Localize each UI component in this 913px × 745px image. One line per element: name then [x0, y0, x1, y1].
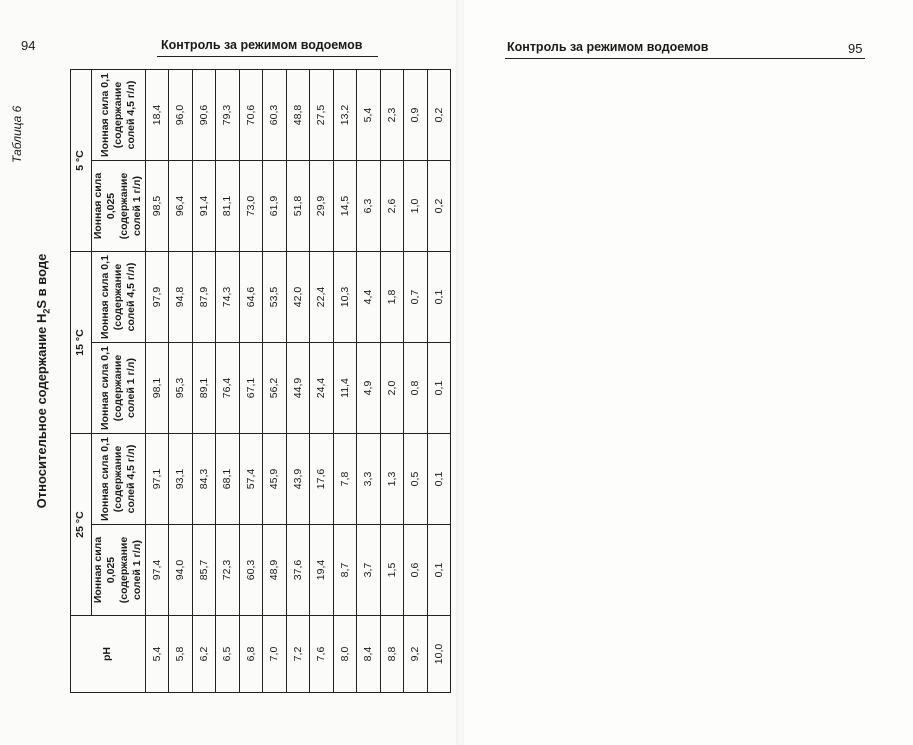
value-cell: 48,8 — [286, 70, 310, 161]
value-cell: 0,1 — [427, 343, 451, 434]
table-row — [216, 70, 240, 693]
caption-subscript: 2 — [41, 308, 52, 314]
value-cell: 91,4 — [192, 161, 216, 252]
subheader-cell: Ионная сила 0,1 (содержание солей 1 г/л) — [92, 343, 146, 434]
value-cell: 42,0 — [286, 252, 310, 343]
value-cell: 61,9 — [263, 161, 287, 252]
value-cell: 44,9 — [286, 343, 310, 434]
value-cell: 85,7 — [192, 525, 216, 616]
value-cell: 19,4 — [310, 525, 334, 616]
table-body — [145, 70, 451, 693]
right-header-rule — [505, 58, 865, 59]
value-cell: 67,1 — [239, 343, 263, 434]
value-cell: 94,0 — [169, 525, 193, 616]
temperature-header-row — [71, 70, 92, 693]
right-page — [460, 0, 913, 745]
value-cell: 76,4 — [216, 343, 240, 434]
value-cell: 0,1 — [427, 252, 451, 343]
table-row — [427, 70, 451, 693]
book-gutter — [456, 0, 464, 745]
value-cell: 0,1 — [427, 434, 451, 525]
value-cell: 2,0 — [380, 343, 404, 434]
value-cell: 64,6 — [239, 252, 263, 343]
value-cell: 18,4 — [145, 70, 169, 161]
value-cell: 97,1 — [145, 434, 169, 525]
value-cell: 57,4 — [239, 434, 263, 525]
table-label: Таблица 6 — [10, 105, 24, 163]
value-cell: 13,2 — [333, 70, 357, 161]
value-cell: 45,9 — [263, 434, 287, 525]
value-cell: 74,3 — [216, 252, 240, 343]
value-cell: 48,9 — [263, 525, 287, 616]
ph-cell: 7,6 — [310, 616, 334, 693]
value-cell: 8,7 — [333, 525, 357, 616]
value-cell: 79,3 — [216, 70, 240, 161]
table-row — [380, 70, 404, 693]
value-cell: 60,3 — [263, 70, 287, 161]
value-cell: 0,7 — [404, 252, 428, 343]
value-cell: 70,6 — [239, 70, 263, 161]
table-row — [192, 70, 216, 693]
ph-cell: 8,0 — [333, 616, 357, 693]
subheader-cell: Ионная сила 0,1 (содержание солей 4,5 г/л) — [92, 434, 146, 525]
value-cell: 1,8 — [380, 252, 404, 343]
table-row — [239, 70, 263, 693]
value-cell: 51,8 — [286, 161, 310, 252]
ph-cell: 10,0 — [427, 616, 451, 693]
value-cell: 53,5 — [263, 252, 287, 343]
value-cell: 24,4 — [310, 343, 334, 434]
h2s-table — [70, 69, 451, 693]
table-row — [263, 70, 287, 693]
ph-cell: 6,5 — [216, 616, 240, 693]
value-cell: 56,2 — [263, 343, 287, 434]
value-cell: 22,4 — [310, 252, 334, 343]
table-row — [145, 70, 169, 693]
value-cell: 72,3 — [216, 525, 240, 616]
value-cell: 5,4 — [357, 70, 381, 161]
table-rotated-wrapper — [10, 69, 445, 693]
value-cell: 10,3 — [333, 252, 357, 343]
value-cell: 93,1 — [169, 434, 193, 525]
value-cell: 1,5 — [380, 525, 404, 616]
table-block — [10, 69, 445, 693]
ph-cell: 7,0 — [263, 616, 287, 693]
table-row — [310, 70, 334, 693]
value-cell: 1,0 — [404, 161, 428, 252]
ph-cell: 5,4 — [145, 616, 169, 693]
value-cell: 90,6 — [192, 70, 216, 161]
value-cell: 87,9 — [192, 252, 216, 343]
value-cell: 11,4 — [333, 343, 357, 434]
value-cell: 3,7 — [357, 525, 381, 616]
caption-prefix: Относительное содержание H — [34, 313, 49, 509]
temp-header-5: 5 °C — [71, 70, 92, 252]
value-cell: 3,3 — [357, 434, 381, 525]
value-cell: 4,4 — [357, 252, 381, 343]
value-cell: 6,3 — [357, 161, 381, 252]
table-row — [404, 70, 428, 693]
table-row — [333, 70, 357, 693]
value-cell: 0,8 — [404, 343, 428, 434]
value-cell: 97,9 — [145, 252, 169, 343]
value-cell: 0,6 — [404, 525, 428, 616]
subheader-cell: Ионная сила 0,1 (содержание солей 4,5 г/л) — [92, 252, 146, 343]
value-cell: 7,8 — [333, 434, 357, 525]
value-cell: 98,5 — [145, 161, 169, 252]
value-cell: 27,5 — [310, 70, 334, 161]
value-cell: 81,1 — [216, 161, 240, 252]
value-cell: 96,0 — [169, 70, 193, 161]
value-cell: 0,5 — [404, 434, 428, 525]
value-cell: 84,3 — [192, 434, 216, 525]
value-cell: 60,3 — [239, 525, 263, 616]
table-row — [357, 70, 381, 693]
left-running-title: Контроль за режимом водоемов — [161, 38, 363, 52]
ph-cell: 6,8 — [239, 616, 263, 693]
ph-cell: 6,2 — [192, 616, 216, 693]
value-cell: 0,9 — [404, 70, 428, 161]
ph-cell: 5,8 — [169, 616, 193, 693]
value-cell: 0,2 — [427, 70, 451, 161]
value-cell: 73,0 — [239, 161, 263, 252]
value-cell: 98,1 — [145, 343, 169, 434]
value-cell: 97,4 — [145, 525, 169, 616]
value-cell: 1,3 — [380, 434, 404, 525]
value-cell: 2,3 — [380, 70, 404, 161]
value-cell: 2,6 — [380, 161, 404, 252]
right-running-title: Контроль за режимом водоемов — [507, 40, 709, 54]
value-cell: 37,6 — [286, 525, 310, 616]
value-cell: 43,9 — [286, 434, 310, 525]
value-cell: 29,9 — [310, 161, 334, 252]
subheader-cell: Ионная сила 0,1 (содержание солей 4,5 г/л) — [92, 70, 146, 161]
left-page-number: 94 — [21, 38, 36, 53]
ionic-strength-header-row — [92, 70, 146, 693]
temp-header-25: 25 °C — [71, 434, 92, 616]
table-caption — [34, 69, 52, 693]
left-header-rule — [157, 56, 378, 57]
ph-cell: 9,2 — [404, 616, 428, 693]
ph-cell: 8,4 — [357, 616, 381, 693]
subheader-cell: Ионная сила 0,025 (содержание солей 1 г/л) — [92, 161, 146, 252]
value-cell: 89,1 — [192, 343, 216, 434]
value-cell: 14,5 — [333, 161, 357, 252]
ph-cell: 7,2 — [286, 616, 310, 693]
subheader-cell: Ионная сила 0,025 (содержание солей 1 г/л) — [92, 525, 146, 616]
ph-cell: 8,8 — [380, 616, 404, 693]
ph-header: pH — [71, 616, 146, 693]
value-cell: 4,9 — [357, 343, 381, 434]
table-row — [169, 70, 193, 693]
value-cell: 68,1 — [216, 434, 240, 525]
value-cell: 95,3 — [169, 343, 193, 434]
value-cell: 94,8 — [169, 252, 193, 343]
value-cell: 17,6 — [310, 434, 334, 525]
value-cell: 0,1 — [427, 525, 451, 616]
caption-suffix: S в воде — [34, 253, 49, 309]
right-page-number: 95 — [848, 41, 863, 56]
value-cell: 0,2 — [427, 161, 451, 252]
temp-header-15: 15 °C — [71, 252, 92, 434]
value-cell: 96,4 — [169, 161, 193, 252]
table-row — [286, 70, 310, 693]
